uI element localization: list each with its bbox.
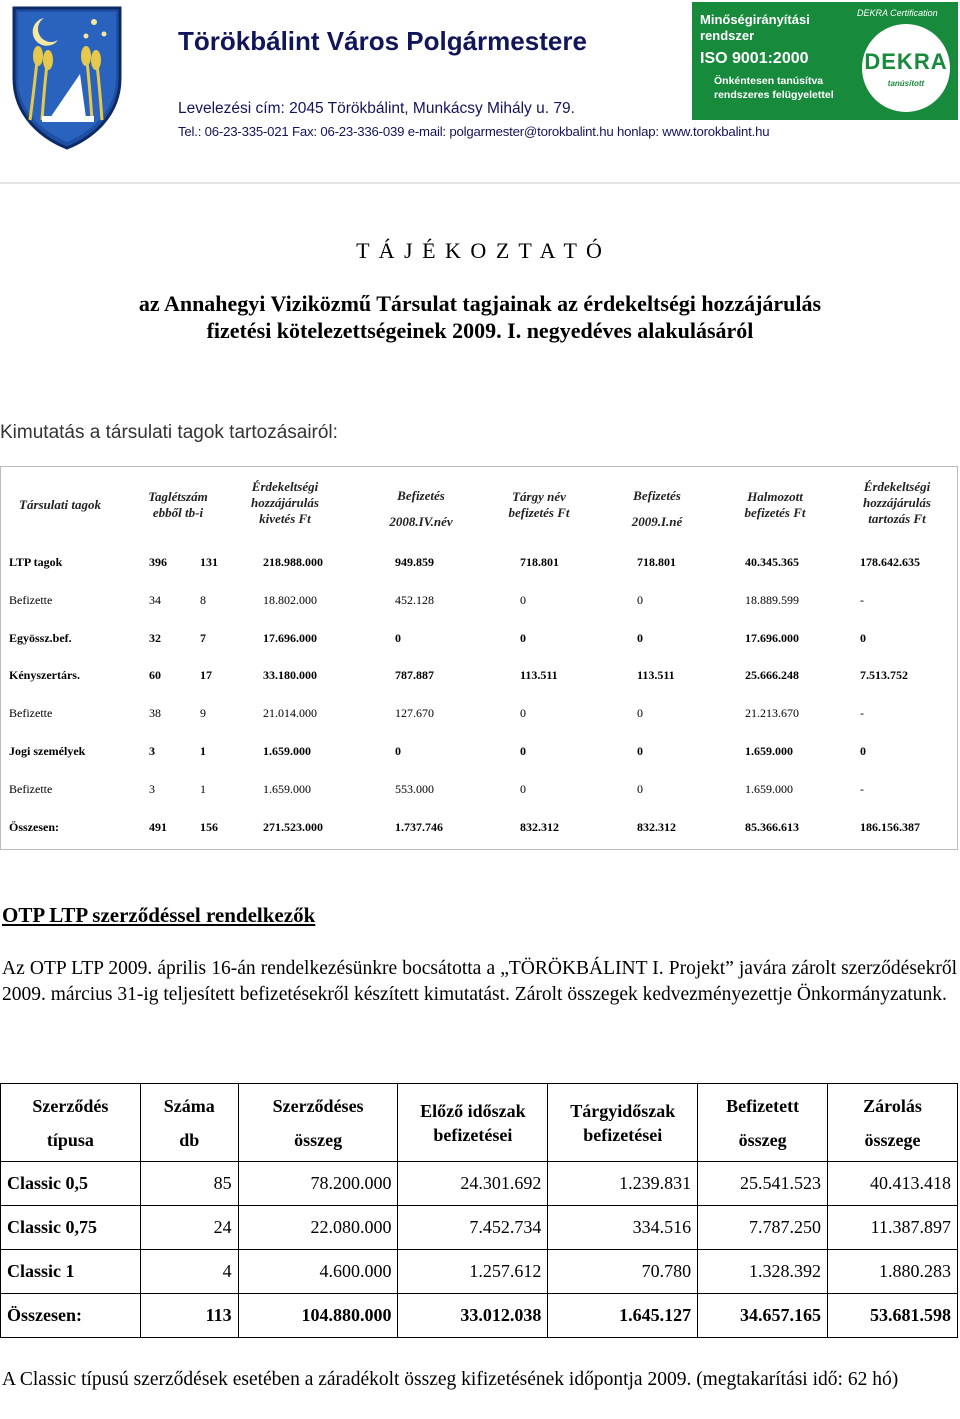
cell-targy: 0 <box>520 781 526 796</box>
cell-b08: 127.670 <box>395 706 434 721</box>
value-cell: 70.780 <box>548 1250 698 1294</box>
postal-address: Levelezési cím: 2045 Törökbálint, Munkácsy Mihály u. 79. <box>178 100 575 117</box>
header-tagletszam <box>123 489 233 521</box>
cell-label: Összesen: <box>9 819 59 834</box>
header-befizetes-2009-line1: Befizetés <box>633 488 681 503</box>
value-cell: 33.012.038 <box>398 1294 548 1338</box>
header-halmozott-line2: befizetés Ft <box>744 505 806 520</box>
org-title: Törökbálint Város Polgármestere <box>178 26 587 56</box>
header-befizetes-2009 <box>609 483 705 535</box>
value-cell: 1.239.831 <box>548 1162 698 1206</box>
otp-paragraph: Az OTP LTP 2009. április 16-án rendelkezésünkre bocsátotta a „TÖRÖKBÁLINT I. Projekt” javára zárolt szerződésekről 2009. március 31-ig teljesített befizetésekről készített kimutatást. Zárolt összegek kedvezményezettje Önkormányzatunk. <box>2 958 957 1005</box>
table-row <box>1 631 959 651</box>
dekra-seal-subtext: tanúsított <box>887 78 925 88</box>
value-cell: 85 <box>140 1162 238 1206</box>
column-header <box>548 1084 698 1162</box>
column-header-line: összeg <box>738 1129 787 1150</box>
cell-targy: 0 <box>520 706 526 721</box>
cell-label: Befizette <box>9 592 53 607</box>
table-row <box>1 1250 958 1294</box>
cell-b09: 718.801 <box>637 555 676 569</box>
column-header-line: befizetései <box>583 1124 663 1145</box>
cell-halm: 1.659.000 <box>745 781 793 796</box>
cell-b09: 113.511 <box>637 668 675 683</box>
table-row <box>1 744 959 764</box>
value-cell: 24 <box>140 1206 238 1250</box>
header-tartozas-line3: tartozás Ft <box>868 511 926 526</box>
column-header-line: Zárolás <box>863 1095 922 1116</box>
iso-certification-badge <box>692 2 958 120</box>
cell-kiv: 17.696.000 <box>263 630 317 645</box>
cert-description-line1: Önkéntesen tanúsítva <box>714 75 824 87</box>
column-header <box>828 1084 958 1162</box>
cell-halm: 25.666.248 <box>745 668 799 683</box>
cell-tart: 7.513.752 <box>860 668 908 683</box>
cell-kiv: 18.802.000 <box>263 592 317 607</box>
contract-type-cell: Classic 1 <box>1 1250 141 1294</box>
value-cell: 24.301.692 <box>398 1162 548 1206</box>
cell-targy: 718.801 <box>520 555 559 569</box>
cell-label: Egyössz.bef. <box>9 630 72 645</box>
document-subtitle-line2: fizetési kötelezettségeinek 2009. I. negyedéves alakulásáról <box>206 318 754 343</box>
cell-tart: 0 <box>860 630 866 645</box>
cell-tart: 186.156.387 <box>860 819 920 834</box>
section-title-otp: OTP LTP szerződéssel rendelkezők <box>2 903 316 927</box>
table-row <box>1 668 959 688</box>
header-tartozas-line2: hozzájárulás <box>863 495 931 510</box>
cell-b09: 832.312 <box>637 819 676 834</box>
cert-iso-standard: ISO 9001:2000 <box>700 50 809 67</box>
cert-heading-line1: Minőségirányítási <box>700 12 810 27</box>
cell-targy: 113.511 <box>520 668 558 683</box>
cell-targy: 0 <box>520 592 526 607</box>
cell-halm: 40.345.365 <box>745 555 799 569</box>
column-header-line: Szerződés <box>32 1095 109 1116</box>
contract-type-cell: Classic 0,5 <box>1 1162 141 1206</box>
cert-badge-label: DEKRA Certification <box>857 8 938 18</box>
header-befizetes-2009-line2: 2009.I.né <box>631 514 683 529</box>
otp-contracts-table <box>0 1083 958 1338</box>
cell-targy: 0 <box>520 744 526 758</box>
value-cell: 1.645.127 <box>548 1294 698 1338</box>
cell-tart: - <box>860 781 864 796</box>
cell-n: 396 <box>149 555 167 569</box>
table-row <box>1 1206 958 1250</box>
column-header-line: Szerződéses <box>272 1095 364 1116</box>
value-cell: 40.413.418 <box>828 1162 958 1206</box>
value-cell: 113 <box>140 1294 238 1338</box>
header-targy-nev <box>489 489 589 521</box>
value-cell: 1.257.612 <box>398 1250 548 1294</box>
value-cell: 25.541.523 <box>698 1162 828 1206</box>
column-header-line: Befizetett <box>726 1095 800 1116</box>
cell-tb: 17 <box>200 668 212 683</box>
value-cell: 1.880.283 <box>828 1250 958 1294</box>
value-cell: 78.200.000 <box>238 1162 398 1206</box>
cell-b09: 0 <box>637 630 643 645</box>
dekra-seal-icon <box>862 24 950 112</box>
cell-tart: - <box>860 706 864 721</box>
header-kivetes-line1: Érdekeltségi <box>251 479 319 494</box>
table-row <box>1 593 959 613</box>
city-crest-logo <box>8 0 126 150</box>
dekra-seal-text: DEKRA <box>864 48 948 74</box>
header-befizetes-2008 <box>373 483 469 535</box>
cell-targy: 0 <box>520 630 526 645</box>
value-cell: 104.880.000 <box>238 1294 398 1338</box>
cell-kiv: 271.523.000 <box>263 819 323 834</box>
table-row <box>1 782 959 802</box>
header-kivetes-line3: kivetés Ft <box>259 511 311 526</box>
cell-label: Befizette <box>9 706 53 721</box>
cell-n: 491 <box>149 819 167 834</box>
members-debt-table <box>0 466 958 850</box>
column-header-line: típusa <box>46 1129 94 1150</box>
column-header-line: Tárgyidőszak <box>570 1100 676 1121</box>
header-tartozas <box>841 479 953 527</box>
cell-n: 38 <box>149 706 161 721</box>
cell-n: 60 <box>149 668 161 683</box>
value-cell: 334.516 <box>548 1206 698 1250</box>
cell-b08: 452.128 <box>395 592 434 607</box>
table1-caption: Kimutatás a társulati tagok tartozásairól: <box>0 422 338 443</box>
cell-label: LTP tagok <box>9 555 63 569</box>
cell-tb: 131 <box>200 555 218 569</box>
table-row <box>1 555 959 575</box>
footer-paragraph: A Classic típusú szerződések esetében a záradékolt összeg kifizetésének időpontja 2009. (megtakarítási idő: 62 hó) <box>2 1369 899 1390</box>
document-subtitle-line1: az Annahegyi Viziközmű Társulat tagjainak az érdekeltségi hozzájárulás <box>138 291 822 316</box>
otp-table-header-row <box>1 1084 958 1162</box>
header-targy-nev-line2: befizetés Ft <box>508 505 570 520</box>
column-header-line: összege <box>864 1129 921 1150</box>
cell-tart: 178.642.635 <box>860 555 920 569</box>
value-cell: 11.387.897 <box>828 1206 958 1250</box>
cell-b08: 1.737.746 <box>395 819 443 834</box>
contact-line: Tel.: 06-23-335-021 Fax: 06-23-336-039 e-mail: polgarmester@torokbalint.hu honlap: www.torokbalint.hu <box>178 124 770 139</box>
value-cell: 22.080.000 <box>238 1206 398 1250</box>
value-cell: 4 <box>140 1250 238 1294</box>
cert-description <box>714 74 834 102</box>
column-header-line: befizetései <box>433 1124 513 1145</box>
value-cell: 53.681.598 <box>828 1294 958 1338</box>
cell-b08: 0 <box>395 630 401 645</box>
cell-b09: 0 <box>637 592 643 607</box>
cell-kiv: 218.988.000 <box>263 555 323 569</box>
cell-b08: 553.000 <box>395 781 434 796</box>
cell-tb: 8 <box>200 592 206 607</box>
column-header-line: Száma <box>163 1095 215 1116</box>
cell-halm: 1.659.000 <box>745 744 793 758</box>
cell-label: Befizette <box>9 781 53 796</box>
header-tartozas-line1: Érdekeltségi <box>863 479 931 494</box>
table-row <box>1 706 959 726</box>
cell-halm: 17.696.000 <box>745 630 799 645</box>
value-cell: 4.600.000 <box>238 1250 398 1294</box>
table-row <box>1 820 959 840</box>
cell-halm: 85.366.613 <box>745 819 799 834</box>
column-header-line: összeg <box>294 1129 343 1150</box>
column-header <box>238 1084 398 1162</box>
column-header <box>398 1084 548 1162</box>
cell-targy: 832.312 <box>520 819 559 834</box>
cell-label: Kényszertárs. <box>9 668 80 683</box>
cell-b09: 0 <box>637 744 643 758</box>
column-header-line: db <box>179 1129 200 1150</box>
header-tagletszam-line2: ebből tb-i <box>152 505 204 520</box>
cell-n: 3 <box>149 744 155 758</box>
cell-kiv: 21.014.000 <box>263 706 317 721</box>
cert-heading-line2: rendszer <box>700 28 755 43</box>
cell-kiv: 33.180.000 <box>263 668 317 683</box>
cell-tb: 7 <box>200 630 206 645</box>
cell-label: Jogi személyek <box>9 744 86 758</box>
value-cell: 7.452.734 <box>398 1206 548 1250</box>
cell-halm: 18.889.599 <box>745 592 799 607</box>
cell-tb: 156 <box>200 819 218 834</box>
cert-heading <box>700 12 810 44</box>
cell-b09: 0 <box>637 706 643 721</box>
contract-type-cell: Összesen: <box>1 1294 141 1338</box>
cell-tart: - <box>860 592 864 607</box>
column-header <box>1 1084 141 1162</box>
cell-n: 32 <box>149 630 161 645</box>
cell-kiv: 1.659.000 <box>263 744 311 758</box>
value-cell: 7.787.250 <box>698 1206 828 1250</box>
header-befizetes-2008-line2: 2008.IV.név <box>389 514 453 529</box>
header-halmozott <box>723 489 827 521</box>
value-cell: 1.328.392 <box>698 1250 828 1294</box>
header-kivetes-line2: hozzájárulás <box>251 495 319 510</box>
cell-tart: 0 <box>860 744 866 758</box>
cell-halm: 21.213.670 <box>745 706 799 721</box>
header-halmozott-line1: Halmozott <box>747 489 803 504</box>
header-tarsulati-tagok: Társulati tagok <box>19 497 101 512</box>
otp-table-body <box>1 1162 958 1338</box>
header-kivetes <box>237 479 333 527</box>
cell-tb: 1 <box>200 744 206 758</box>
header-befizetes-2008-line1: Befizetés <box>397 488 445 503</box>
cell-kiv: 1.659.000 <box>263 781 311 796</box>
cell-n: 3 <box>149 781 155 796</box>
contract-type-cell: Classic 0,75 <box>1 1206 141 1250</box>
header-tagletszam-line1: Taglétszám <box>148 489 208 504</box>
cell-b08: 0 <box>395 744 401 758</box>
header-targy-nev-line1: Tárgy név <box>512 489 566 504</box>
header-divider <box>0 182 960 184</box>
column-header <box>698 1084 828 1162</box>
column-header <box>140 1084 238 1162</box>
cell-tb: 9 <box>200 706 206 721</box>
table-row <box>1 1294 958 1338</box>
cell-n: 34 <box>149 592 161 607</box>
value-cell: 34.657.165 <box>698 1294 828 1338</box>
column-header-line: Előző időszak <box>420 1100 526 1121</box>
cell-b08: 787.887 <box>395 668 434 683</box>
cell-tb: 1 <box>200 781 206 796</box>
cert-description-line2: rendszeres felügyelettel <box>714 89 834 101</box>
cell-b09: 0 <box>637 781 643 796</box>
table-row <box>1 1162 958 1206</box>
cell-b08: 949.859 <box>395 555 434 569</box>
document-title: T Á J É K O Z T A T Ó <box>356 238 604 263</box>
